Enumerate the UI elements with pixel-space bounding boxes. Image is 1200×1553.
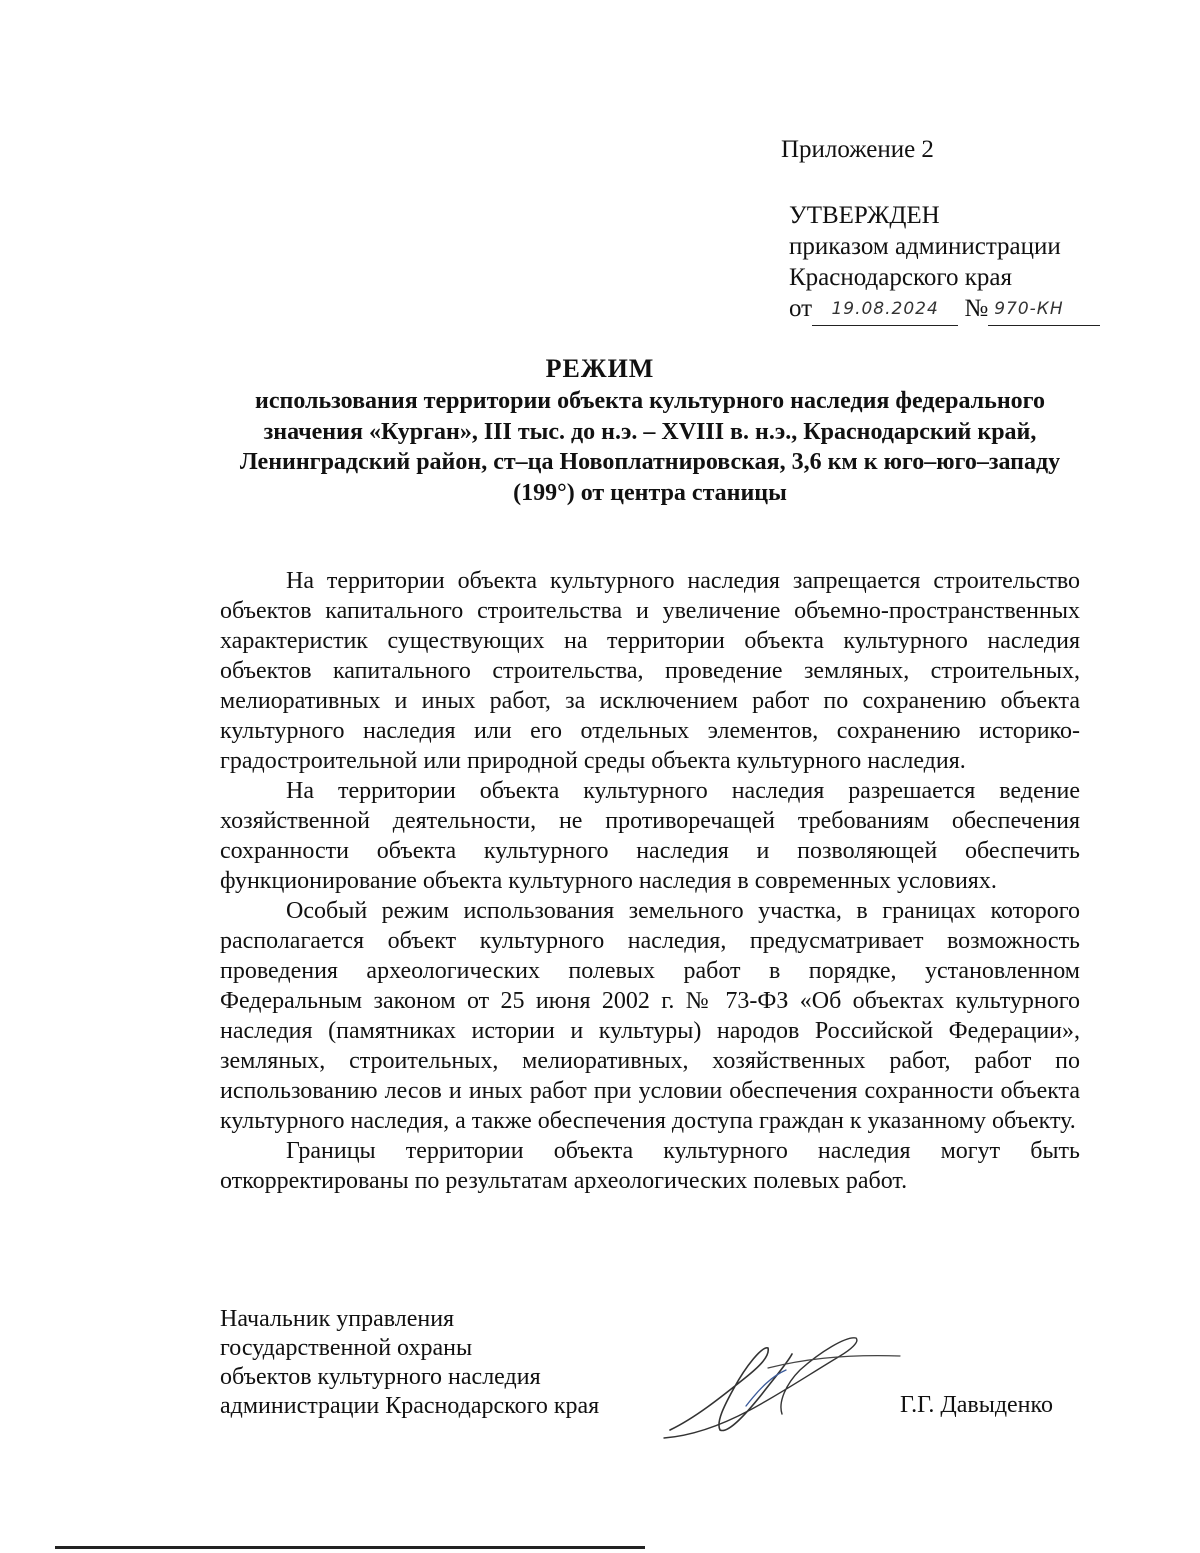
- signatory-position: [220, 1305, 599, 1421]
- order-date-number-line: [789, 293, 1100, 328]
- signatory-position-line1: Начальник управления: [220, 1306, 455, 1332]
- number-prefix: №: [964, 295, 989, 322]
- document-title: РЕЖИМ: [545, 354, 655, 383]
- approved-by-line1: приказом администрации: [789, 233, 1061, 260]
- date-prefix: от: [789, 295, 813, 322]
- body-paragraph-1: На территории объекта культурного наследия запрещается строительство объектов капитального строительства и увеличение объемно-пространственных характеристик существующих на территории объекта культурного наследия объектов капитального строительства, проведение земляных, строительных, мелиоративных и иных работ, за исключением работ по сохранению объекта культурного наследия или его отдельных элементов, сохранению историко-градостроительной или природной среды объекта культурного наследия.: [220, 568, 1080, 774]
- signatory-position-line2: государственной охраны: [220, 1335, 473, 1361]
- approved-by-line2: Краснодарского края: [789, 264, 1012, 291]
- body-paragraph-2: На территории объекта культурного наследия разрешается ведение хозяйственной деятельности, не противоречащей требованиям обеспечения сохранности объекта культурного наследия и позволяющей обеспечить функционирование объекта культурного наследия в современных условиях.: [220, 778, 1080, 894]
- appendix-label: Приложение 2: [781, 136, 934, 163]
- document-body: [220, 566, 1080, 1196]
- order-date-handwritten: 19.08.2024: [812, 294, 958, 326]
- signatory-name: Г.Г. Давыденко: [900, 1392, 1053, 1418]
- body-paragraph-4: Границы территории объекта культурного наследия могут быть откорректированы по результатам археологических полевых работ.: [220, 1138, 1080, 1194]
- approval-block: [789, 200, 1100, 328]
- body-paragraph-3: Особый режим использования земельного участка, в границах которого располагается объект культурного наследия, предусматривает возможность проведения археологических полевых работ в порядке, установленном Федеральным законом от 25 июня 2002 г. № 73-ФЗ «Об объектах культурного наследия (памятниках истории и культуры) народов Российской Федерации», земляных, строительных, мелиоративных, хозяйственных работ, работ по использованию лесов и иных работ при условии обеспечения сохранности объекта культурного наследия, а также обеспечения доступа граждан к указанному объекту.: [220, 898, 1080, 1134]
- scan-edge-line: [55, 1546, 645, 1549]
- signatory-position-line4: администрации Краснодарского края: [220, 1393, 600, 1419]
- handwritten-signature: [650, 1318, 910, 1448]
- order-number-handwritten: 970-КН: [988, 294, 1100, 326]
- approved-heading: УТВЕРЖДЕН: [789, 202, 940, 229]
- document-subtitle: использования территории объекта культурного наследия федерального значения «Курган», III тыс. до н.э. – XVIII в. н.э., Краснодарский край, Ленинградский район, ст–ца Новоплатнировская, 3,6 км к юго–юго–западу (199°) от центра станицы: [239, 388, 1061, 506]
- signatory-position-line3: объектов культурного наследия: [220, 1364, 541, 1390]
